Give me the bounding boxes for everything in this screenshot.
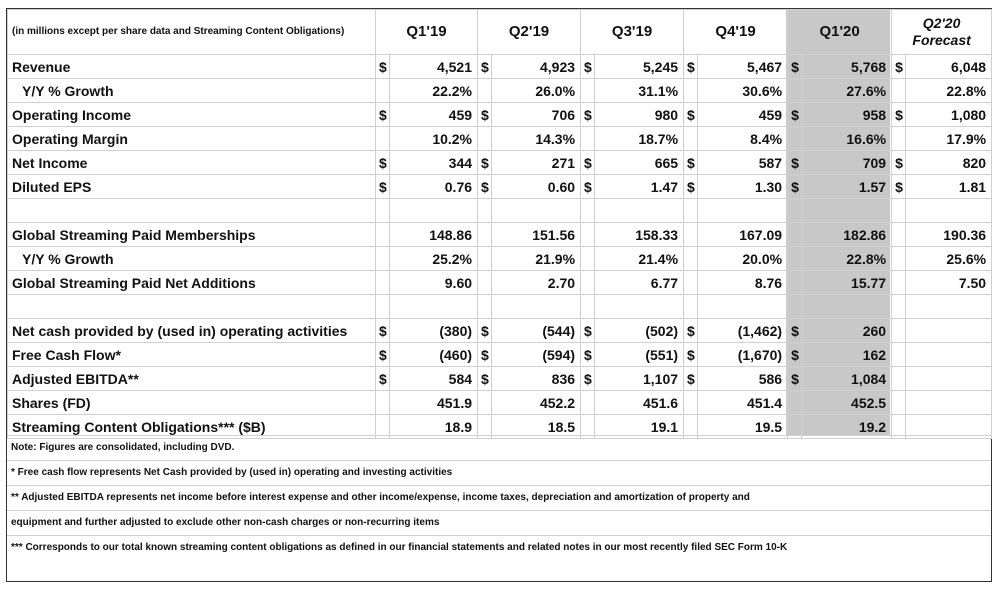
table-row-fcf — [8, 343, 992, 367]
value-cell: 344 — [390, 151, 478, 175]
row-label: Operating Margin — [8, 127, 376, 151]
currency-symbol: $ — [788, 55, 802, 79]
currency-symbol — [788, 223, 802, 247]
footnote: equipment and further adjusted to exclude other non-cash charges or non-recurring items — [7, 510, 991, 535]
currency-symbol: $ — [684, 151, 698, 175]
value-cell: 16.6% — [802, 127, 892, 151]
table-row-memberships — [8, 223, 992, 247]
value-cell: 452.2 — [492, 391, 581, 415]
spacer-row — [8, 199, 992, 223]
value-cell: 15.77 — [802, 271, 892, 295]
header-q1-20: Q1'20 — [788, 10, 892, 55]
currency-symbol — [478, 247, 492, 271]
currency-symbol: $ — [581, 151, 595, 175]
value-cell: 706 — [492, 103, 581, 127]
value-cell: 665 — [595, 151, 684, 175]
value-cell: 5,768 — [802, 55, 892, 79]
table-row-op-cash — [8, 319, 992, 343]
row-label: Free Cash Flow* — [8, 343, 376, 367]
value-cell: 21.4% — [595, 247, 684, 271]
value-cell: 451.4 — [698, 391, 788, 415]
row-label: Adjusted EBITDA** — [8, 367, 376, 391]
value-cell: 1,080 — [906, 103, 992, 127]
value-cell: 584 — [390, 367, 478, 391]
currency-symbol — [788, 271, 802, 295]
empty-cell — [478, 295, 492, 319]
value-cell: 6.77 — [595, 271, 684, 295]
value-cell: 836 — [492, 367, 581, 391]
header-q2-20-title: Q2'20 — [922, 15, 961, 31]
value-cell: (380) — [390, 319, 478, 343]
value-cell: (502) — [595, 319, 684, 343]
financial-summary-sheet — [6, 8, 992, 582]
value-cell: 167.09 — [698, 223, 788, 247]
empty-cell — [684, 199, 698, 223]
currency-symbol: $ — [892, 103, 906, 127]
currency-symbol: $ — [376, 367, 390, 391]
value-cell: 1.81 — [906, 175, 992, 199]
value-cell: 0.76 — [390, 175, 478, 199]
currency-symbol: $ — [581, 343, 595, 367]
value-cell: 14.3% — [492, 127, 581, 151]
currency-symbol: $ — [581, 175, 595, 199]
value-cell — [906, 319, 992, 343]
empty-cell — [788, 295, 802, 319]
currency-symbol — [892, 391, 906, 415]
empty-cell — [581, 295, 595, 319]
value-cell: 9.60 — [390, 271, 478, 295]
value-cell: 26.0% — [492, 79, 581, 103]
currency-symbol — [478, 223, 492, 247]
header-q4-19: Q4'19 — [684, 10, 788, 55]
currency-symbol — [376, 223, 390, 247]
value-cell: 5,467 — [698, 55, 788, 79]
value-cell: 158.33 — [595, 223, 684, 247]
value-cell: 587 — [698, 151, 788, 175]
currency-symbol — [892, 271, 906, 295]
value-cell: 18.9 — [390, 415, 478, 439]
currency-symbol: $ — [376, 175, 390, 199]
currency-symbol: $ — [478, 343, 492, 367]
row-label: Y/Y % Growth — [8, 79, 376, 103]
value-cell: 820 — [906, 151, 992, 175]
value-cell: 452.5 — [802, 391, 892, 415]
value-cell: 27.6% — [802, 79, 892, 103]
value-cell: 980 — [595, 103, 684, 127]
currency-symbol — [892, 79, 906, 103]
currency-symbol: $ — [376, 319, 390, 343]
currency-symbol: $ — [684, 175, 698, 199]
currency-symbol — [788, 79, 802, 103]
value-cell: 18.7% — [595, 127, 684, 151]
currency-symbol — [581, 223, 595, 247]
header-q1-19: Q1'19 — [376, 10, 478, 55]
value-cell: 1,084 — [802, 367, 892, 391]
currency-symbol: $ — [684, 343, 698, 367]
row-label: Revenue — [8, 55, 376, 79]
empty-cell — [892, 295, 906, 319]
currency-symbol — [478, 391, 492, 415]
footnotes — [7, 435, 991, 560]
currency-symbol: $ — [478, 103, 492, 127]
currency-symbol — [788, 127, 802, 151]
currency-symbol — [581, 271, 595, 295]
table-row-net-adds — [8, 271, 992, 295]
currency-symbol: $ — [788, 343, 802, 367]
value-cell: 5,245 — [595, 55, 684, 79]
value-cell: 22.8% — [802, 247, 892, 271]
currency-symbol: $ — [581, 103, 595, 127]
value-cell: (551) — [595, 343, 684, 367]
table-row-op-margin — [8, 127, 992, 151]
currency-symbol — [892, 247, 906, 271]
currency-symbol — [376, 79, 390, 103]
value-cell: (544) — [492, 319, 581, 343]
empty-cell — [390, 199, 478, 223]
table-row-revenue — [8, 55, 992, 79]
empty-cell — [376, 199, 390, 223]
value-cell: 6,048 — [906, 55, 992, 79]
currency-symbol — [892, 343, 906, 367]
currency-symbol — [478, 271, 492, 295]
empty-cell — [478, 199, 492, 223]
value-cell: 459 — [698, 103, 788, 127]
value-cell: 182.86 — [802, 223, 892, 247]
value-cell: 1.30 — [698, 175, 788, 199]
value-cell: 22.8% — [906, 79, 992, 103]
value-cell: 586 — [698, 367, 788, 391]
value-cell: 148.86 — [390, 223, 478, 247]
empty-cell — [390, 295, 478, 319]
empty-cell — [698, 295, 788, 319]
currency-symbol — [376, 127, 390, 151]
empty-cell — [684, 295, 698, 319]
currency-symbol — [684, 391, 698, 415]
header-row — [8, 10, 992, 55]
currency-symbol: $ — [478, 367, 492, 391]
currency-symbol: $ — [376, 55, 390, 79]
empty-cell — [492, 199, 581, 223]
currency-symbol — [788, 391, 802, 415]
value-cell: 2.70 — [492, 271, 581, 295]
row-label: Operating Income — [8, 103, 376, 127]
value-cell: 4,521 — [390, 55, 478, 79]
currency-symbol: $ — [478, 319, 492, 343]
value-cell: 451.9 — [390, 391, 478, 415]
header-q2-20-forecast — [892, 10, 992, 55]
currency-symbol: $ — [684, 55, 698, 79]
spacer-row — [8, 295, 992, 319]
currency-symbol: $ — [788, 175, 802, 199]
currency-symbol: $ — [892, 55, 906, 79]
row-label: Y/Y % Growth — [8, 247, 376, 271]
empty-cell — [802, 199, 892, 223]
currency-symbol — [581, 391, 595, 415]
currency-symbol: $ — [788, 151, 802, 175]
currency-symbol: $ — [892, 151, 906, 175]
value-cell: 17.9% — [906, 127, 992, 151]
empty-cell — [8, 199, 376, 223]
currency-symbol: $ — [376, 343, 390, 367]
footnote: ** Adjusted EBITDA represents net income before interest expense and other income/expense, income taxes, depreciation and amortization of property and — [7, 485, 991, 510]
currency-symbol — [581, 79, 595, 103]
value-cell: 25.2% — [390, 247, 478, 271]
currency-symbol — [892, 367, 906, 391]
currency-symbol — [788, 247, 802, 271]
value-cell: 30.6% — [698, 79, 788, 103]
currency-symbol — [892, 319, 906, 343]
value-cell: 4,923 — [492, 55, 581, 79]
currency-symbol: $ — [376, 103, 390, 127]
empty-cell — [8, 295, 376, 319]
footnote: *** Corresponds to our total known streaming content obligations as defined in our financial statements and related notes in our most recently filed SEC Form 10-K — [7, 535, 991, 560]
value-cell: 31.1% — [595, 79, 684, 103]
currency-symbol — [376, 247, 390, 271]
currency-symbol: $ — [478, 55, 492, 79]
value-cell: 22.2% — [390, 79, 478, 103]
currency-symbol — [376, 271, 390, 295]
table-row-shares — [8, 391, 992, 415]
currency-symbol — [684, 223, 698, 247]
currency-symbol — [892, 127, 906, 151]
value-cell: 10.2% — [390, 127, 478, 151]
financial-table — [7, 9, 992, 439]
currency-symbol: $ — [581, 367, 595, 391]
value-cell: (1,670) — [698, 343, 788, 367]
currency-symbol: $ — [788, 319, 802, 343]
value-cell: 21.9% — [492, 247, 581, 271]
value-cell: 1.57 — [802, 175, 892, 199]
empty-cell — [906, 199, 992, 223]
value-cell: 1,107 — [595, 367, 684, 391]
currency-symbol: $ — [892, 175, 906, 199]
currency-symbol: $ — [684, 319, 698, 343]
currency-symbol: $ — [581, 55, 595, 79]
currency-symbol — [581, 247, 595, 271]
header-q3-19: Q3'19 — [581, 10, 684, 55]
table-row-net-income — [8, 151, 992, 175]
value-cell: 0.60 — [492, 175, 581, 199]
value-cell: 459 — [390, 103, 478, 127]
value-cell: 271 — [492, 151, 581, 175]
value-cell — [906, 391, 992, 415]
value-cell: 451.6 — [595, 391, 684, 415]
row-label: Global Streaming Paid Net Additions — [8, 271, 376, 295]
value-cell: 958 — [802, 103, 892, 127]
value-cell: 260 — [802, 319, 892, 343]
currency-symbol — [892, 223, 906, 247]
currency-symbol — [478, 79, 492, 103]
footnote: * Free cash flow represents Net Cash provided by (used in) operating and investing activities — [7, 460, 991, 485]
value-cell: 19.1 — [595, 415, 684, 439]
row-label: Net Income — [8, 151, 376, 175]
empty-cell — [595, 295, 684, 319]
currency-symbol: $ — [788, 103, 802, 127]
currency-symbol — [376, 391, 390, 415]
row-label: Global Streaming Paid Memberships — [8, 223, 376, 247]
value-cell — [906, 367, 992, 391]
footnote: Note: Figures are consolidated, including DVD. — [7, 435, 991, 460]
row-label: Diluted EPS — [8, 175, 376, 199]
value-cell: (1,462) — [698, 319, 788, 343]
value-cell: 8.76 — [698, 271, 788, 295]
value-cell: 162 — [802, 343, 892, 367]
currency-symbol — [684, 247, 698, 271]
currency-symbol — [684, 271, 698, 295]
currency-symbol — [478, 127, 492, 151]
currency-symbol — [581, 127, 595, 151]
currency-symbol: $ — [684, 367, 698, 391]
value-cell: (594) — [492, 343, 581, 367]
header-q2-19: Q2'19 — [478, 10, 581, 55]
empty-cell — [788, 199, 802, 223]
table-row-mem-growth — [8, 247, 992, 271]
table-row-op-income — [8, 103, 992, 127]
currency-symbol: $ — [788, 367, 802, 391]
currency-symbol: $ — [376, 151, 390, 175]
value-cell: (460) — [390, 343, 478, 367]
row-label: Net cash provided by (used in) operating activities — [8, 319, 376, 343]
empty-cell — [492, 295, 581, 319]
value-cell: 190.36 — [906, 223, 992, 247]
value-cell: 18.5 — [492, 415, 581, 439]
value-cell: 20.0% — [698, 247, 788, 271]
table-row-ebitda — [8, 367, 992, 391]
empty-cell — [376, 295, 390, 319]
currency-symbol — [684, 79, 698, 103]
empty-cell — [892, 199, 906, 223]
empty-cell — [802, 295, 892, 319]
value-cell: 19.2 — [802, 415, 892, 439]
value-cell — [906, 343, 992, 367]
value-cell: 709 — [802, 151, 892, 175]
header-q2-20-forecast-label: Forecast — [912, 32, 971, 48]
empty-cell — [906, 295, 992, 319]
empty-cell — [698, 199, 788, 223]
currency-symbol: $ — [478, 151, 492, 175]
value-cell: 8.4% — [698, 127, 788, 151]
row-label: Shares (FD) — [8, 391, 376, 415]
currency-symbol: $ — [581, 319, 595, 343]
empty-cell — [595, 199, 684, 223]
value-cell: 151.56 — [492, 223, 581, 247]
table-row-rev-growth — [8, 79, 992, 103]
value-cell: 19.5 — [698, 415, 788, 439]
empty-cell — [581, 199, 595, 223]
table-row-eps — [8, 175, 992, 199]
currency-symbol: $ — [478, 175, 492, 199]
value-cell: 25.6% — [906, 247, 992, 271]
currency-symbol — [684, 127, 698, 151]
value-cell: 7.50 — [906, 271, 992, 295]
value-cell: 1.47 — [595, 175, 684, 199]
row-label: Streaming Content Obligations*** ($B) — [8, 415, 376, 439]
currency-symbol: $ — [684, 103, 698, 127]
header-units-label: (in millions except per share data and Streaming Content Obligations) — [8, 10, 376, 55]
